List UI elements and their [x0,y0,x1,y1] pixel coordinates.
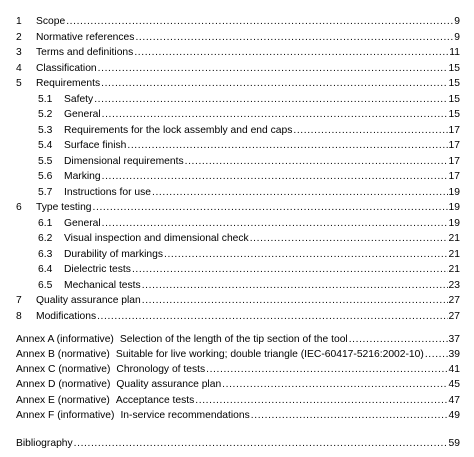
toc-entry-title: Requirements for the lock assembly and end caps [64,125,293,136]
toc-entry-page: 19 [448,187,460,198]
toc-entry[interactable] [0,31,474,45]
annex-label: Annex B (normative) [16,349,110,360]
toc-entry-title: Marking [64,171,101,182]
toc-entry-page: 19 [448,202,460,213]
dot-leader [425,348,448,362]
dot-leader [164,248,448,262]
toc-entry-title: Safety [64,94,94,105]
toc-entry-number: 6.4 [38,264,53,275]
toc-entry-page: 23 [448,280,460,291]
toc-subentry[interactable] [0,170,474,184]
toc-subentry[interactable] [0,217,474,231]
toc-entry-number: 3 [16,47,22,58]
toc-subentry[interactable] [0,279,474,293]
annex-title: Chronology of tests [116,364,206,375]
annex-label: Annex F (informative) [16,410,115,421]
dot-leader [132,263,448,277]
toc-entry-number: 5.1 [38,94,53,105]
dot-leader [185,155,448,169]
annex-page: 49 [448,410,460,421]
toc-entry-title: General [64,218,101,229]
dot-leader [206,363,447,377]
toc-entry-number: 5 [16,78,22,89]
toc-entry-title: Terms and definitions [36,47,134,58]
toc-subentry[interactable] [0,139,474,153]
toc-entry-title: Normative references [36,32,135,43]
annex-page: 45 [448,379,460,390]
toc-entry-page: 15 [448,63,460,74]
toc-bibliography-entry[interactable] [0,437,474,451]
toc-entry-title: Dielectric tests [64,264,131,275]
dot-leader [102,217,448,231]
toc-entry-page: 27 [448,311,460,322]
toc-entry-number: 6.3 [38,249,53,260]
toc-entry-title: Surface finish [64,140,127,151]
toc-entry-number: 8 [16,311,22,322]
dot-leader [293,124,447,138]
annex-page: 39 [448,349,460,360]
annex-title: Selection of the length of the tip section of the tool [119,334,348,345]
toc-entry-title: General [64,109,101,120]
toc-entry[interactable] [0,46,474,60]
dot-leader [93,201,448,215]
toc-entry-number: 2 [16,32,22,43]
toc-subentry[interactable] [0,263,474,277]
toc-entry-number: 6.2 [38,233,53,244]
toc-entry-number: 4 [16,63,22,74]
toc-subentry[interactable] [0,108,474,122]
annex-label: Annex E (normative) [16,395,110,406]
dot-leader [97,310,447,324]
toc-entry-title: Mechanical tests [64,280,141,291]
dot-leader [102,108,448,122]
toc-entry-page: 21 [448,233,460,244]
toc-entry-page: 17 [448,156,460,167]
annex-page: 47 [448,395,460,406]
toc-entry-number: 5.4 [38,140,53,151]
dot-leader [195,394,447,408]
annex-title: Quality assurance plan [116,379,222,390]
dot-leader [142,294,448,308]
toc-entry[interactable] [0,77,474,91]
toc-entry-number: 1 [16,16,22,27]
dot-leader [102,170,448,184]
toc-entry-title: Quality assurance plan [36,295,141,306]
toc-entry-number: 6.5 [38,280,53,291]
dot-leader [250,232,448,246]
toc-entry-title: Requirements [36,78,101,89]
toc-subentry[interactable] [0,155,474,169]
toc-entry-page: 21 [448,264,460,275]
toc-annex-entry[interactable] [0,409,474,423]
toc-entry-page: 15 [448,109,460,120]
toc-entry-number: 5.3 [38,125,53,136]
toc-entry-title: Instructions for use [64,187,151,198]
dot-leader [66,15,453,29]
toc-subentry[interactable] [0,248,474,262]
dot-leader [127,139,447,153]
dot-leader [142,279,448,293]
dot-leader [349,333,448,347]
annex-page: 37 [448,334,460,345]
toc-entry[interactable] [0,201,474,215]
toc-entry-page: 15 [448,78,460,89]
bibliography-page: 59 [448,438,460,449]
toc-entry-page: 17 [448,140,460,151]
dot-leader [101,77,447,91]
toc-entry-page: 9 [454,32,460,43]
annex-title: Suitable for live working; double triangle (IEC-60417-5216:2002-10) [115,349,424,360]
toc-entry-page: 17 [448,171,460,182]
dot-leader [222,378,447,392]
bibliography-title: Bibliography [16,438,73,449]
toc-annex-entry[interactable] [0,348,474,362]
dot-leader [134,46,448,60]
toc-entry-title: Durability of markings [64,249,163,260]
toc-subentry[interactable] [0,186,474,200]
toc-entry[interactable] [0,62,474,76]
annex-label: Annex A (informative) [16,334,114,345]
dot-leader [98,62,448,76]
toc-entry[interactable] [0,294,474,308]
toc-entry-title: Modifications [36,311,97,322]
toc-entry-number: 5.7 [38,187,53,198]
dot-leader [152,186,448,200]
annex-page: 41 [448,364,460,375]
toc-subentry[interactable] [0,93,474,107]
toc-annex-entry[interactable] [0,394,474,408]
dot-leader [74,437,448,451]
toc-entry-title: Scope [36,16,66,27]
toc-entry-page: 11 [449,47,460,58]
toc-entry-page: 17 [448,125,460,136]
toc-entry-page: 9 [454,16,460,27]
toc-subentry[interactable] [0,124,474,138]
toc-entry[interactable] [0,310,474,324]
toc-annex-entry[interactable] [0,363,474,377]
toc-entry-number: 5.6 [38,171,53,182]
toc-entry-title: Visual inspection and dimensional check [64,233,249,244]
dot-leader [94,93,447,107]
dot-leader [251,409,448,423]
toc-entry-page: 27 [448,295,460,306]
dot-leader [135,31,453,45]
toc-entry-title: Type testing [36,202,92,213]
toc-entry-title: Classification [36,63,97,74]
toc-entry-page: 15 [448,94,460,105]
toc-entry-number: 5.2 [38,109,53,120]
toc-annex-entry[interactable] [0,378,474,392]
annex-title: In-service recommendations [120,410,250,421]
toc-entry-title: Dimensional requirements [64,156,184,167]
toc-entry[interactable] [0,15,474,29]
toc-entry-number: 7 [16,295,22,306]
toc-entry-page: 21 [448,249,460,260]
annex-title: Acceptance tests [115,395,195,406]
annex-label: Annex C (normative) [16,364,111,375]
annex-label: Annex D (normative) [16,379,111,390]
toc-annex-entry[interactable] [0,333,474,347]
toc-subentry[interactable] [0,232,474,246]
toc-entry-page: 19 [448,218,460,229]
toc-entry-number: 5.5 [38,156,53,167]
toc-entry-number: 6 [16,202,22,213]
toc-entry-number: 6.1 [38,218,53,229]
